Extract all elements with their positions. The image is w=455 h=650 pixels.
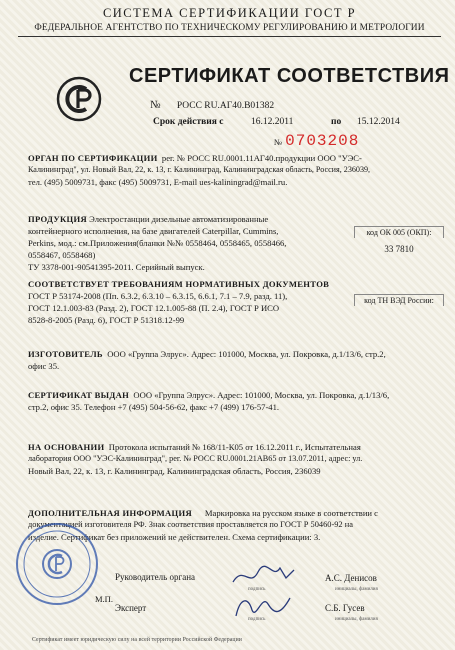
standards-line-3: 8528-8-2005 (Разд. 6), ГОСТ Р 51318.12-99: [28, 315, 185, 325]
extra-info-line-3: изделие. Сертификат без приложений не действителен. Схема сертификации: 3.: [28, 532, 321, 542]
serial-value: 0703208: [285, 132, 360, 150]
product-line-3: Perkins, мод.: см.Приложения(бланки №№ 0558464, 0558465, 0558466,: [28, 238, 287, 248]
organ-line-2: Калининград", ул. Новый Вал, 22, к. 13, г. Калининград, Калининградская область, Россия, 236039,: [28, 165, 371, 174]
extra-info-line-1: Маркировка на русском языке в соответствии с: [204, 508, 378, 518]
product-line-5: ТУ 3378-001-90541395-2011. Серийный выпуск.: [28, 262, 205, 272]
certification-stamp-icon: [14, 521, 100, 607]
basis-line-2: лаборатория ООО "УЭС-Калининград", рег. № РОСС RU.0001.21АВ65 от 13.07.2011, адрес: ул.: [28, 454, 363, 463]
validity-label: Срок действия с: [153, 117, 224, 127]
expert-name: С.Б. Гусев: [325, 603, 365, 613]
okp-code-box: [354, 226, 444, 254]
number-value: РОСС RU.АГ40.В01382: [176, 101, 275, 111]
product-section: [28, 213, 353, 273]
product-line-1: Электростанции дизельные автоматизированные: [89, 214, 269, 224]
issued-line-1: ООО «Группа Элрус». Адрес: 101000, Москва, ул. Покровка, д.1/13/6,: [133, 390, 390, 400]
form-serial: [274, 132, 359, 150]
basis-section: [28, 441, 440, 477]
basis-line-3: Новый Вал, 22, к. 13, г. Калининград, Калининградская область, Россия, 236039: [28, 466, 321, 476]
organ-section: [28, 152, 440, 188]
manufacturer-line-2: офис 35.: [28, 361, 60, 371]
standards-line-2: ГОСТ 12.1.003-83 (Разд. 2), ГОСТ 12.1.005-88 (П. 2.4), ГОСТ Р ИСО: [28, 303, 280, 313]
manufacturer-label: ИЗГОТОВИТЕЛЬ: [28, 349, 103, 359]
seal-label: М.П.: [95, 594, 113, 604]
okp-value: 33 7810: [384, 244, 414, 254]
product-label: ПРОДУКЦИЯ: [28, 214, 87, 224]
extra-info-label: ДОПОЛНИТЕЛЬНАЯ ИНФОРМАЦИЯ: [28, 508, 193, 518]
agency-header: ФЕДЕРАЛЬНОЕ АГЕНТСТВО ПО ТЕХНИЧЕСКОМУ РЕГУЛИРОВАНИЮ И МЕТРОЛОГИИ: [18, 23, 441, 37]
tnved-label: код ТН ВЭД России:: [354, 294, 444, 306]
head-name-hint: инициалы, фамилия: [335, 587, 378, 592]
manufacturer-line-1: ООО «Группа Элрус». Адрес: 101000, Москва, ул. Покровка, д.1/13/6, стр.2,: [107, 349, 386, 359]
expert-name-hint: инициалы, фамилия: [335, 617, 378, 622]
validity-from: 16.12.2011: [251, 117, 294, 127]
organ-line-3: тел. (495) 5009731, факс (495) 5009731, E-mail ues-kaliningrad@mail.ru.: [28, 177, 288, 187]
validity-period: [153, 117, 443, 127]
basis-line-1: Протокола испытаний № 168/11-К05 от 16.12.2011 г., Испытательная: [108, 442, 361, 452]
head-signature-icon: [228, 560, 298, 590]
validity-to: 15.12.2014: [357, 117, 400, 127]
okp-label: код ОК 005 (ОКП):: [354, 226, 444, 238]
number-symbol: №: [150, 99, 161, 111]
expert-sign-hint: подпись: [248, 617, 266, 622]
head-name: А.С. Денисов: [325, 573, 377, 583]
head-sign-hint: подпись: [248, 587, 266, 592]
certificate-number: [150, 99, 274, 111]
standards-section: [28, 278, 353, 326]
manufacturer-section: [28, 348, 440, 372]
basis-label: НА ОСНОВАНИИ: [28, 442, 105, 452]
standards-line-1: ГОСТ Р 53174-2008 (Пп. 6.3.2, 6.3.10 – 6.3.15, 6.6.1, 7.1 – 7.9, разд. 11),: [28, 291, 288, 301]
extra-info-line-2: документацией изготовителя РФ. Знак соответствия проставляется по ГОСТ Р 50460-92 на: [28, 520, 353, 529]
validity-to-label: по: [331, 117, 342, 127]
head-signature-label: Руководитель органа: [115, 572, 196, 582]
standards-label: СООТВЕТСТВУЕТ ТРЕБОВАНИЯМ НОРМАТИВНЫХ ДОКУМЕНТОВ: [28, 279, 330, 289]
issued-label: СЕРТИФИКАТ ВЫДАН: [28, 390, 130, 400]
certificate-title: СЕРТИФИКАТ СООТВЕТСТВИЯ: [129, 65, 450, 87]
gost-r-logo-icon: [56, 76, 102, 122]
organ-line-1: рег. № РОСС RU.0001.11АГ40.продукции ООО "УЭС-: [161, 153, 362, 163]
system-header: СИСТЕМА СЕРТИФИКАЦИИ ГОСТ Р: [102, 6, 357, 20]
expert-signature-label: Эксперт: [115, 603, 147, 613]
product-line-4: 0558467, 0558468): [28, 250, 96, 260]
issued-line-2: стр.2, офис 35. Телефон +7 (495) 504-56-62, факс +7 (499) 176-57-41.: [28, 402, 280, 412]
organ-label: ОРГАН ПО СЕРТИФИКАЦИИ: [28, 153, 158, 163]
product-line-2: контейнерного исполнения, на базе двигателей Caterpillar, Cummins,: [28, 226, 279, 236]
serial-symbol: №: [274, 137, 283, 147]
legal-footer: Сертификат имеет юридическую силу на всей территории Российской Федерации: [32, 637, 242, 643]
tnved-code-box: [354, 294, 444, 306]
issued-section: [28, 389, 440, 413]
